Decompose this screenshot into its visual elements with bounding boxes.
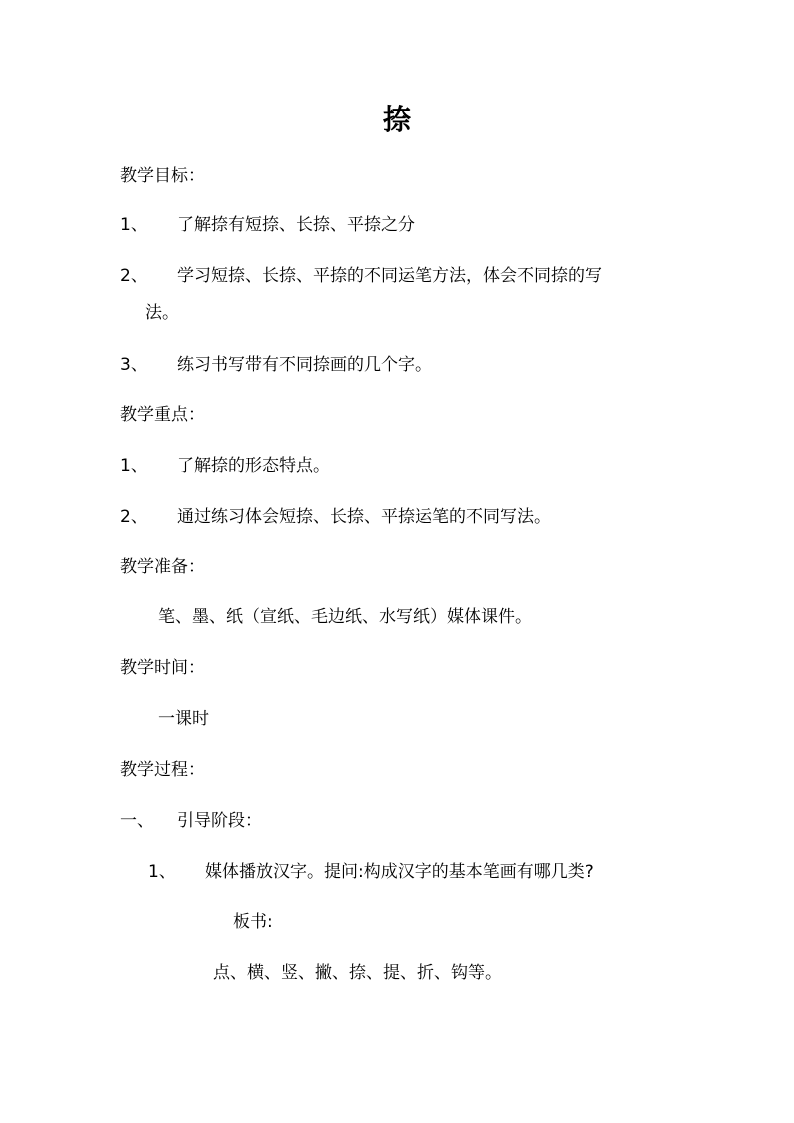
objective-number: 3、 [120, 355, 148, 375]
process-heading: 教学过程： [120, 760, 205, 780]
stage-text: 引导阶段： [177, 811, 262, 831]
objective-item-2-continuation: 法。 [145, 303, 179, 323]
objective-text: 学习短捺、长捺、平捺的不同运笔方法，体会不同捺的写 [177, 266, 602, 286]
board-text: 点、横、竖、撇、捺、提、折、钩等。 [213, 963, 502, 983]
stage-number: 一、 [120, 811, 154, 831]
key-points-heading: 教学重点： [120, 405, 205, 425]
step-number: 1、 [148, 862, 176, 882]
time-text: 一课时 [158, 709, 209, 729]
objective-number: 1、 [120, 215, 148, 235]
objective-number: 2、 [120, 266, 148, 286]
board-label: 板书: [233, 912, 273, 932]
page-title: 捺 [382, 103, 411, 136]
preparation-heading: 教学准备： [120, 557, 205, 577]
key-point-number: 1、 [120, 456, 148, 476]
objective-text: 了解捺有短捺、长捺、平捺之分 [177, 215, 415, 235]
key-point-text: 了解捺的形态特点。 [177, 456, 330, 476]
key-point-text: 通过练习体会短捺、长捺、平捺运笔的不同写法。 [177, 507, 551, 527]
objective-text: 练习书写带有不同捺画的几个字。 [177, 355, 432, 375]
objectives-heading: 教学目标： [120, 166, 205, 186]
preparation-text: 笔、墨、纸（宣纸、毛边纸、水写纸）媒体课件。 [158, 607, 532, 627]
time-heading: 教学时间： [120, 658, 205, 678]
key-point-number: 2、 [120, 507, 148, 527]
step-text: 媒体播放汉字。提问:构成汉字的基本笔画有哪几类? [205, 862, 594, 882]
